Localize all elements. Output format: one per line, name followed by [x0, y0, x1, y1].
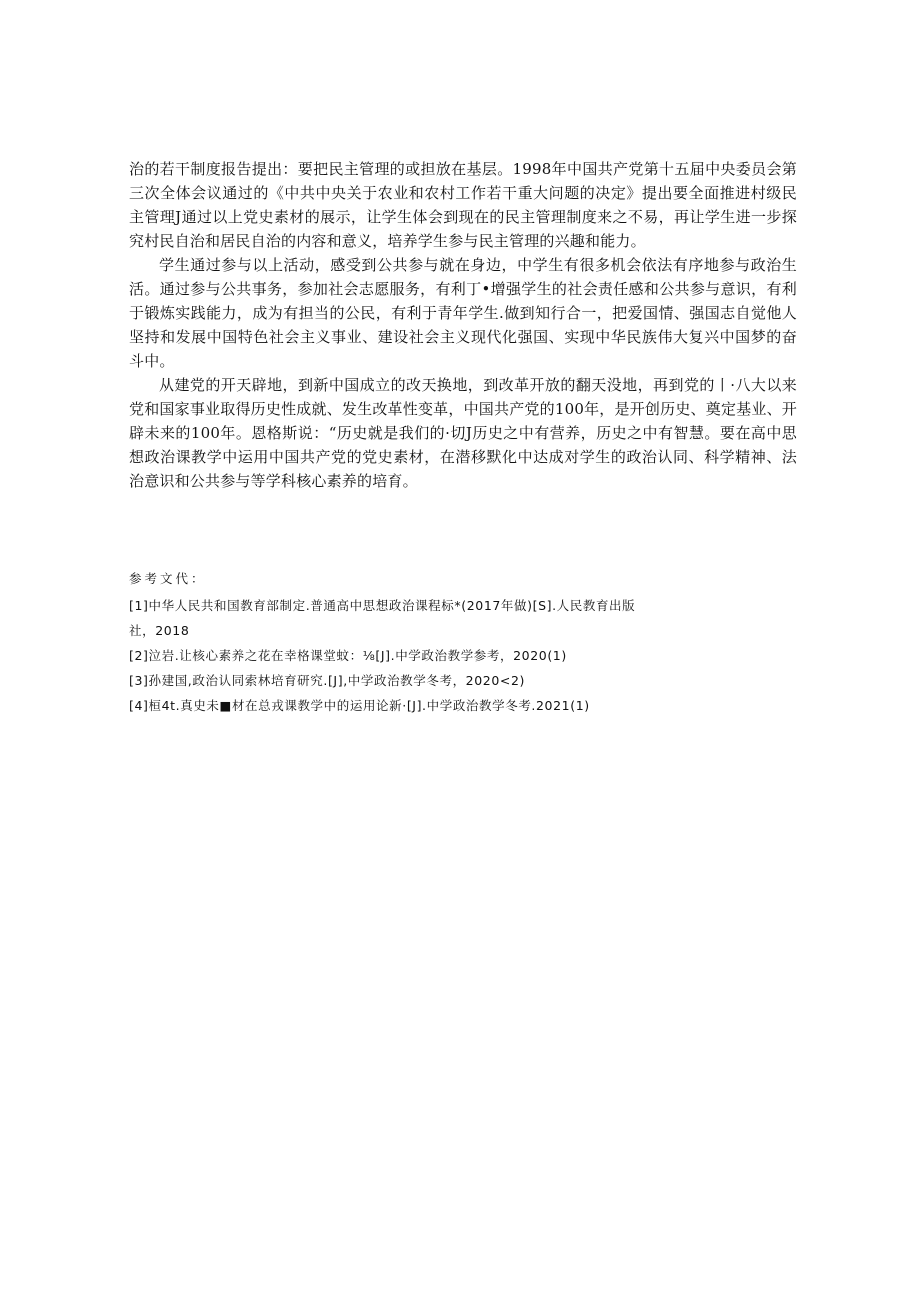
paragraph-3: 从建党的开天辟地，到新中国成立的改天换地，到改革开放的翻天没地，再到党的丨·八大以来党和国家事业取得历史性成就、发生改革性变革，中国共产党的100年，是开创历史、奠定基业、开辟未来的100年。恩格斯说：“历史就是我们的·切J历史之中有营养，历史之中有智慧。要在高中思想政治课教学中运用中国共产党的党史素材，在潜移默化中达成对学生的政治认同、科学精神、法治意识和公共参与等学科核心素养的培育。 — [129, 376, 797, 490]
reference-item-1: [1]中华人民共和国教育部制定.普通高中思想政治课程标*(2017年做)[S].人民教育出版 社，2018 — [129, 598, 636, 638]
references-title: 参考文代： — [129, 571, 207, 586]
reference-item-2: [2]泣岩.让核心素养之花在幸格课堂蚊：⅛[J].中学政治教学参考，2020(1) — [129, 648, 567, 663]
reference-item-3: [3]孙建国,政治认同索林培育研究.[J],中学政治教学冬考，2020<2) — [129, 673, 525, 688]
reference-item-4: [4]桓4t.真史未■材在总戎课教学中的运用论新·[J].中学政治教学冬考.2021(1) — [129, 698, 590, 713]
paragraph-2: 学生通过参与以上活动，感受到公共参与就在身边，中学生有很多机会依法有序地参与政治生活。通过参与公共事务，参加社会志愿服务，有利丁•增强学生的社会责任感和公共参与意识，有利于锻炼实践能力，成为有担当的公民，有利于青年学生.做到知行合一，把爱国情、强国志自觉他人坚持和发展中国特色社会主义事业、建设社会主义现代化强国、实现中华民族伟大复兴中国梦的奋斗中。 — [129, 256, 797, 370]
references-section — [129, 566, 769, 718]
paragraph-1: 治的若干制度报告提出：要把民主管理的或担放在基层。1998年中国共产党第十五届中央委员会第三次全体会议通过的《中共中央关于农业和农村工作若干重大问题的决定》提出要全面推进村级民主管理J通过以上党史素材的展示，让学生体会到现在的民主管理制度来之不易，再让学生进一步探究村民自治和居民自治的内容和意义，培养学生参与民主管理的兴趣和能力。 — [129, 160, 797, 250]
body-text — [129, 157, 797, 493]
